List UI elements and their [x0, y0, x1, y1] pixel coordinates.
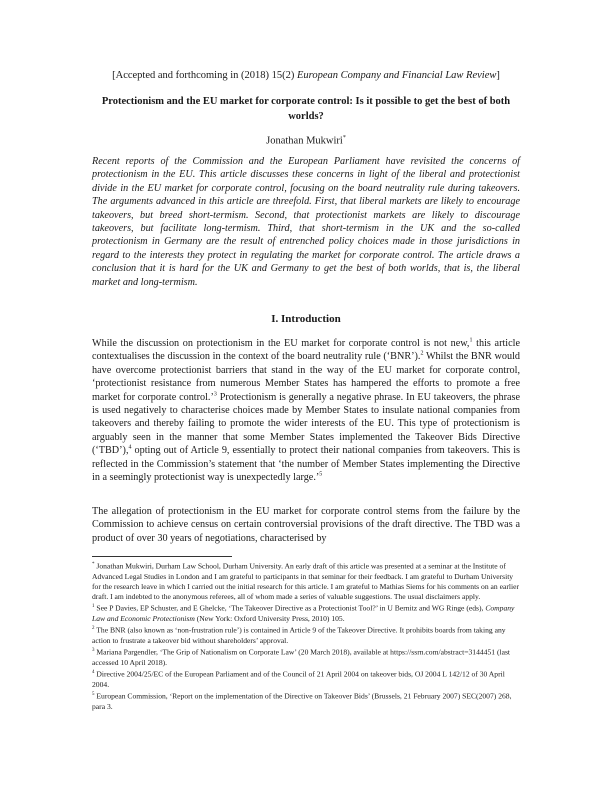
section-heading: I. Introduction	[271, 313, 341, 325]
footnote-mark: *	[92, 562, 95, 567]
p1-text-4: Protectionism is generally a negative phrase. In EU takeovers, the phrase is used negatively to characterise choices made by Member States to insulate national companies from takeovers and thereby failing to promote the wider interests of the EU. This type of protectionism is arguably seen in the manner that some Member States implemented the Takeover Bids Directive (‘TBD’),	[92, 391, 520, 457]
footnote-ref-2[interactable]: 2	[420, 351, 424, 358]
p1-text-1: While the discussion on protectionism in the EU market for corporate control is not new,	[92, 338, 470, 349]
footnote-text: European Commission, ‘Report on the implementation of the Directive on Takeover Bids’ (Brussels, 21 February 2007) SEC(2007) 268, para 3.	[92, 691, 512, 711]
p1-text-3: Whilst the BNR would have overcome protectionist barriers that stand in the way of the EU market for corporate control, ‘protectionist resistance from numerous Member States has hampered the efforts to promote a free market for corporate control.’	[92, 351, 520, 403]
publication-header	[0, 70, 612, 81]
footnote-text-tail: (New York: Oxford University Press, 2010) 105.	[194, 614, 345, 624]
footnote-ref-3[interactable]: 3	[213, 391, 217, 398]
footnote-ref-1[interactable]: 1	[469, 337, 473, 344]
article-title: Protectionism and the EU market for corporate control: Is it possible to get the best of both worlds?	[101, 96, 511, 122]
footnote-mark: 2	[92, 626, 95, 632]
author-line	[0, 135, 612, 147]
p1-text-5: opting out of Article 9, essentially to protect their national companies from takeovers. This is reflected in the Commission’s statement that ‘the number of Member States implementing the Directive in a seemingly protectionist way is unexpectedly large.’	[92, 445, 520, 484]
footnote-text: The BNR (also known as ‘non-frustration rule’) is contained in Article 9 of the Takeover Directive. It prohibits boards from taking any action to frustrate a takeover bid without shareholders’ approval.	[92, 625, 506, 646]
footnote-separator	[92, 556, 232, 557]
author-name: Jonathan Mukwiri	[266, 135, 343, 147]
footnote-text: See P Davies, EP Schuster, and E Ghelcke, ‘The Takeover Directive as a Protectionist Tool?’ in U Bernitz and WG Ringe (eds),	[94, 603, 486, 613]
intro-paragraph-1	[92, 337, 520, 484]
header-suffix: ]	[496, 70, 500, 81]
footnote-3	[92, 646, 520, 668]
footnote-ref-4[interactable]: 4	[128, 444, 132, 451]
header-prefix: [Accepted and forthcoming in (2018) 15(2)	[112, 70, 297, 81]
footnote-1	[92, 602, 520, 624]
footnote-mark: 1	[92, 604, 95, 610]
footnote-book-title: Company Law and Economic Protectionism	[92, 603, 515, 624]
intro-paragraph-2: The allegation of protectionism in the EU market for corporate control stems from the failure by the Commission to achieve census on certain controversial provisions of the draft directive. The TBD was a product of over 30 years of negotiations, characterised by	[92, 506, 520, 544]
footnote-4	[92, 668, 520, 690]
footnote-text: Mariana Pargendler, ‘The Grip of Nationalism on Corporate Law’ (20 March 2018), available at https://ssrn.com/abstract=3144451 (last accessed 10 April 2018).	[92, 647, 511, 667]
footnote-mark: 4	[92, 670, 95, 676]
footnote-author	[92, 560, 520, 602]
footnote-5	[92, 690, 520, 712]
footnote-mark: 3	[92, 648, 95, 654]
footnote-ref-5[interactable]: 5	[319, 471, 323, 478]
footnote-mark: 5	[92, 692, 95, 698]
footnotes	[92, 560, 520, 712]
footnote-2	[92, 624, 520, 646]
journal-name: European Company and Financial Law Review	[296, 70, 497, 81]
abstract: Recent reports of the Commission and the European Parliament have revisited the concerns of protectionism in the EU. This article discusses these concerns in light of the liberal and protectionist divide in the EU market for corporate control, focusing on the board neutrality rule during takeovers. The arguments advanced in this article are threefold. First, that liberal markets are likely to encourage takeovers, but breed short-termism. Second, that protectionist markets are likely to discourage takeovers, but facilitate long-termism. Third, that short-termism in the UK and the so-called protectionism in Germany are the result of entrenched policy choices made in those jurisdictions in regard to the interests they protect in regulating the market for corporate control. The article draws a conclusion that it is hard for the UK and Germany to get the best of both worlds, that is, the liberal market and long-termism.	[92, 156, 520, 288]
author-footnote-mark[interactable]: *	[342, 135, 346, 141]
footnote-text: Directive 2004/25/EC of the European Parliament and of the Council of 21 April 2004 on takeover bids, OJ 2004 L 142/12 of 30 April 2004.	[92, 669, 505, 689]
footnote-text: Jonathan Mukwiri, Durham Law School, Durham University. An early draft of this article was presented at a seminar at the Institute of Advanced Legal Studies in London and I am grateful to participants in that seminar for their feedback. I am grateful to Durham University for the research leave in which I carried out the initial research for this article. I am grateful to Mathias Siems for his comments on an earlier draft. I am indebted to the anonymous referees, all of whom made a series of valuable suggestions. The usual disclaimers apply.	[92, 561, 519, 602]
p1-text-2: this article contextualises the discussion in the context of the board neutrality rule (‘BNR’).	[92, 338, 520, 363]
